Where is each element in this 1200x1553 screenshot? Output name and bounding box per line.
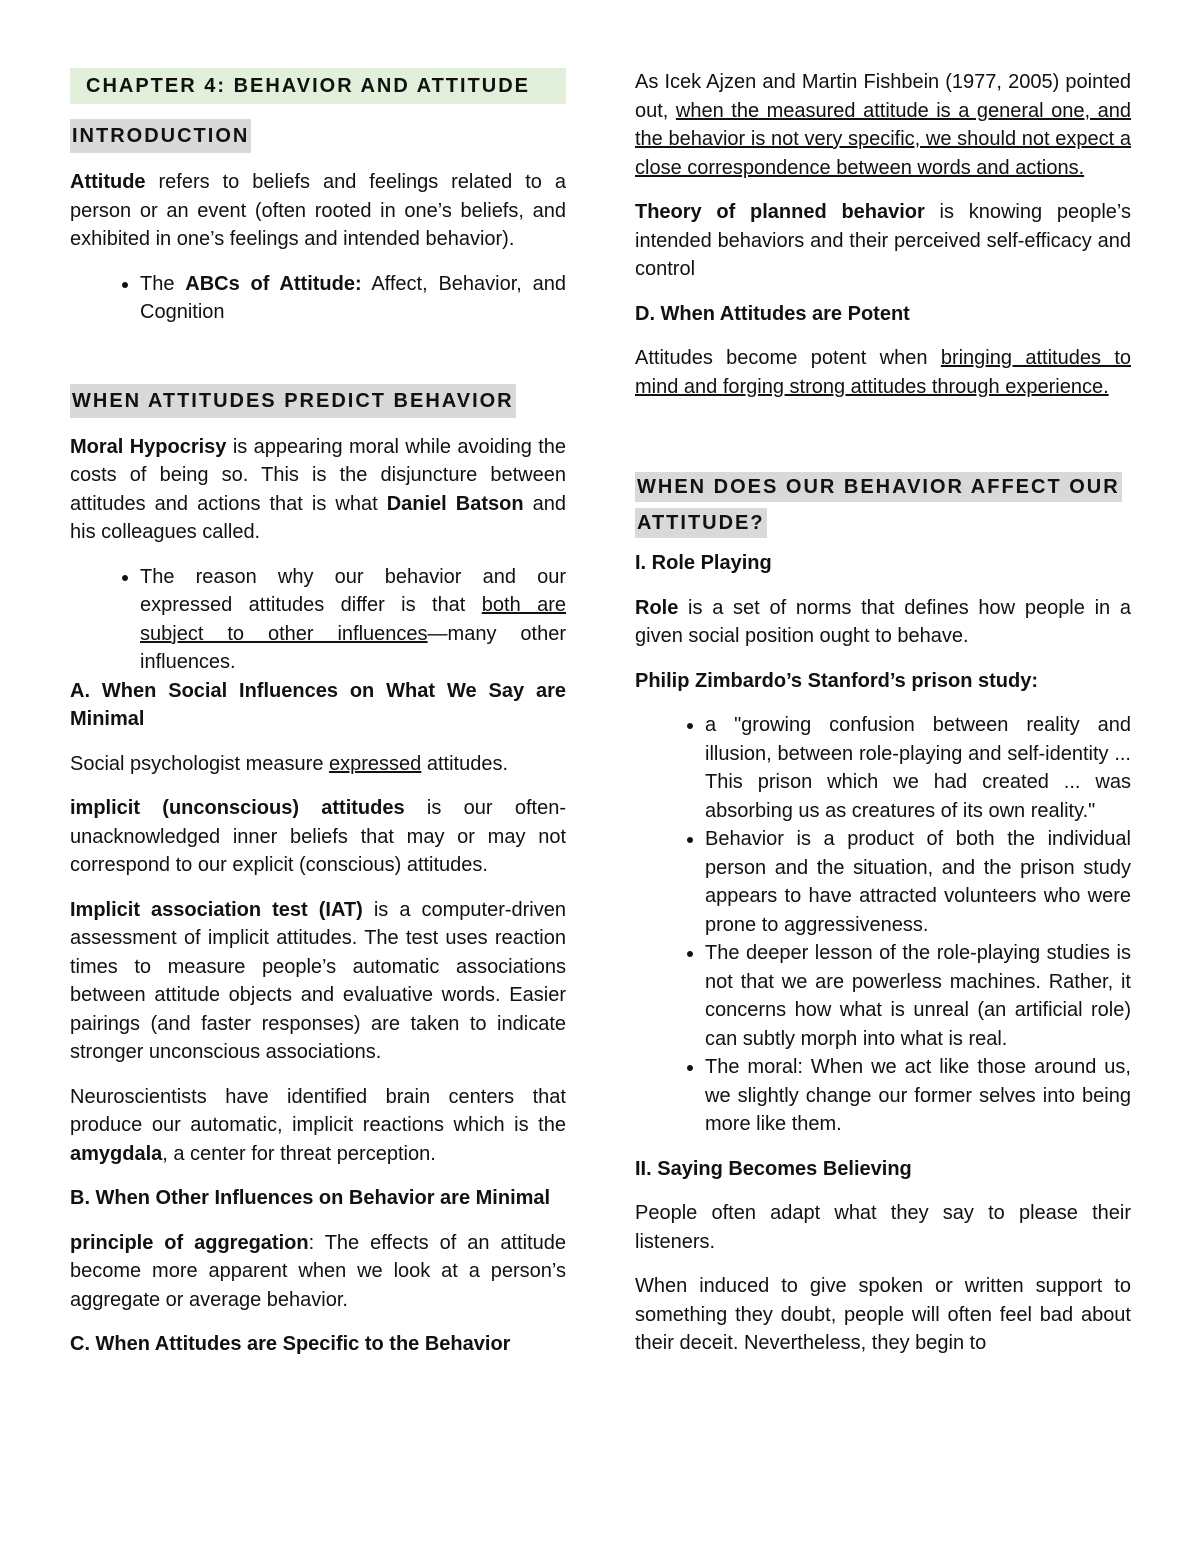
attitude-term: Attitude — [70, 171, 146, 193]
iat-paragraph: Implicit association test (IAT) is a computer-driven assessment of implicit attitudes. The test uses reaction times to measure people’s automatic associations between attitude objects and evaluative words. Easier pairings (and faster responses) are taken to indicate stronger unconscious associations. — [70, 898, 566, 1063]
predict-behavior-heading: WHEN ATTITUDES PREDICT BEHAVIOR — [70, 384, 516, 418]
introduction-heading: INTRODUCTION — [70, 119, 251, 153]
list-item: • The deeper lesson of the role-playing studies is not that we are powerless machines. Rather, it concerns how what is unreal (an artificial role) can subtly morph into what is real. — [705, 939, 1131, 1053]
underlined-text: when the measured attitude is a general one, and the behavior is not very specific, we should not expect a close correspondence between words and actions. — [635, 99, 1131, 179]
reason-list — [70, 563, 566, 677]
social-paragraph: Social psychologist measure expressed attitudes. — [70, 752, 509, 775]
left-column — [70, 68, 566, 1375]
role-term: Role — [635, 596, 679, 619]
attitude-definition: refers to beliefs and feelings related to a person or an event (often rooted in one’s beliefs, and exhibited in one’s feelings and intended behavior). — [70, 171, 566, 250]
tpb-paragraph: Theory of planned behavior is knowing people’s intended behaviors and their perceived self-efficacy and control — [635, 201, 1131, 280]
list-item: • The ABCs of Attitude: Affect, Behavior, and Cognition — [140, 270, 566, 327]
underlined-text: both are subject to other influences — [140, 594, 566, 645]
list-item: • Behavior is a product of both the individual person and the situation, and the prison study appears to have attracted volunteers who were prone to aggressiveness. — [705, 825, 1131, 939]
underlined-text: bringing attitudes to mind and forging strong attitudes through experience. — [635, 347, 1131, 398]
subheading-ii: II. Saying Becomes Believing — [635, 1157, 912, 1180]
chapter-title: CHAPTER 4: BEHAVIOR AND ATTITUDE — [70, 68, 566, 104]
implicit-paragraph: implicit (unconscious) attitudes is our often-unacknowledged inner beliefs that may or may not correspond to our explicit (conscious) attitudes. — [70, 797, 566, 876]
zimbardo-list — [635, 711, 1131, 1139]
subheading-c: C. When Attitudes are Specific to the Behavior — [70, 1333, 511, 1355]
subheading-d: D. When Attitudes are Potent — [635, 302, 910, 325]
affect-heading-wrap — [635, 469, 1131, 541]
amygdala-term: amygdala — [70, 1142, 163, 1165]
iat-term: Implicit association test (IAT) — [70, 898, 363, 921]
role-paragraph: Role is a set of norms that defines how people in a given social position ought to behave. — [635, 596, 1131, 647]
ajzen-paragraph: As Icek Ajzen and Martin Fishbein (1977, 2005) pointed out, when the measured attitude is a general one, and the behavior is not very specific, we should not expect a close correspondence between words and actions. — [635, 71, 1131, 179]
abc-term: ABCs of Attitude: — [185, 272, 362, 295]
batson-name: Daniel Batson — [386, 492, 524, 515]
aggregation-paragraph: principle of aggregation: The effects of an attitude become more apparent when we look at a person’s aggregate or average behavior. — [70, 1231, 566, 1311]
list-item: • The moral: When we act like those around us, we slightly change our former selves into being more like them. — [705, 1053, 1131, 1139]
adapt-paragraph: People often adapt what they say to please their listeners. — [635, 1202, 1131, 1253]
moral-hypocrisy-paragraph: Moral Hypocrisy is appearing moral while avoiding the costs of being so. This is the disjuncture between attitudes and actions that is what Daniel Batson and his colleagues called. — [70, 435, 567, 543]
attitude-paragraph — [70, 168, 566, 254]
potent-paragraph: Attitudes become potent when bringing attitudes to mind and forging strong attitudes through experience. — [635, 347, 1131, 398]
behavior-affect-heading: WHEN DOES OUR BEHAVIOR AFFECT OUR ATTITUDE? — [635, 472, 1122, 538]
underlined-text: expressed — [329, 752, 422, 775]
subheading-i: I. Role Playing — [635, 552, 772, 574]
tpb-term: Theory of planned behavior — [635, 201, 925, 223]
aggregation-term: principle of aggregation — [70, 1231, 309, 1254]
list-item: • a "growing confusion between reality and illusion, between role-playing and self-identity ... This prison which we had created ... was absorbing us as creatures of its own reality." — [705, 711, 1131, 825]
induced-paragraph: When induced to give spoken or written support to something they doubt, people will often feel bad about their deceit. Nevertheless, they begin to — [635, 1275, 1131, 1354]
abc-list — [70, 270, 566, 327]
subheading-b: B. When Other Influences on Behavior are Minimal — [70, 1187, 551, 1209]
neuro-paragraph: Neuroscientists have identified brain centers that produce our automatic, implicit reactions which is the amygdala, a center for threat perception. — [70, 1085, 566, 1165]
right-column — [635, 68, 1131, 1374]
subheading-a: A. When Social Influences on What We Say are Minimal — [70, 679, 566, 730]
zimbardo-heading: Philip Zimbardo’s Stanford’s prison study: — [635, 669, 1038, 692]
list-item: • The reason why our behavior and our expressed attitudes differ is that both are subject to other influences—many other influences. — [140, 563, 566, 677]
moral-hypocrisy-term: Moral Hypocrisy — [70, 435, 227, 458]
implicit-term: implicit (unconscious) attitudes — [70, 797, 405, 819]
